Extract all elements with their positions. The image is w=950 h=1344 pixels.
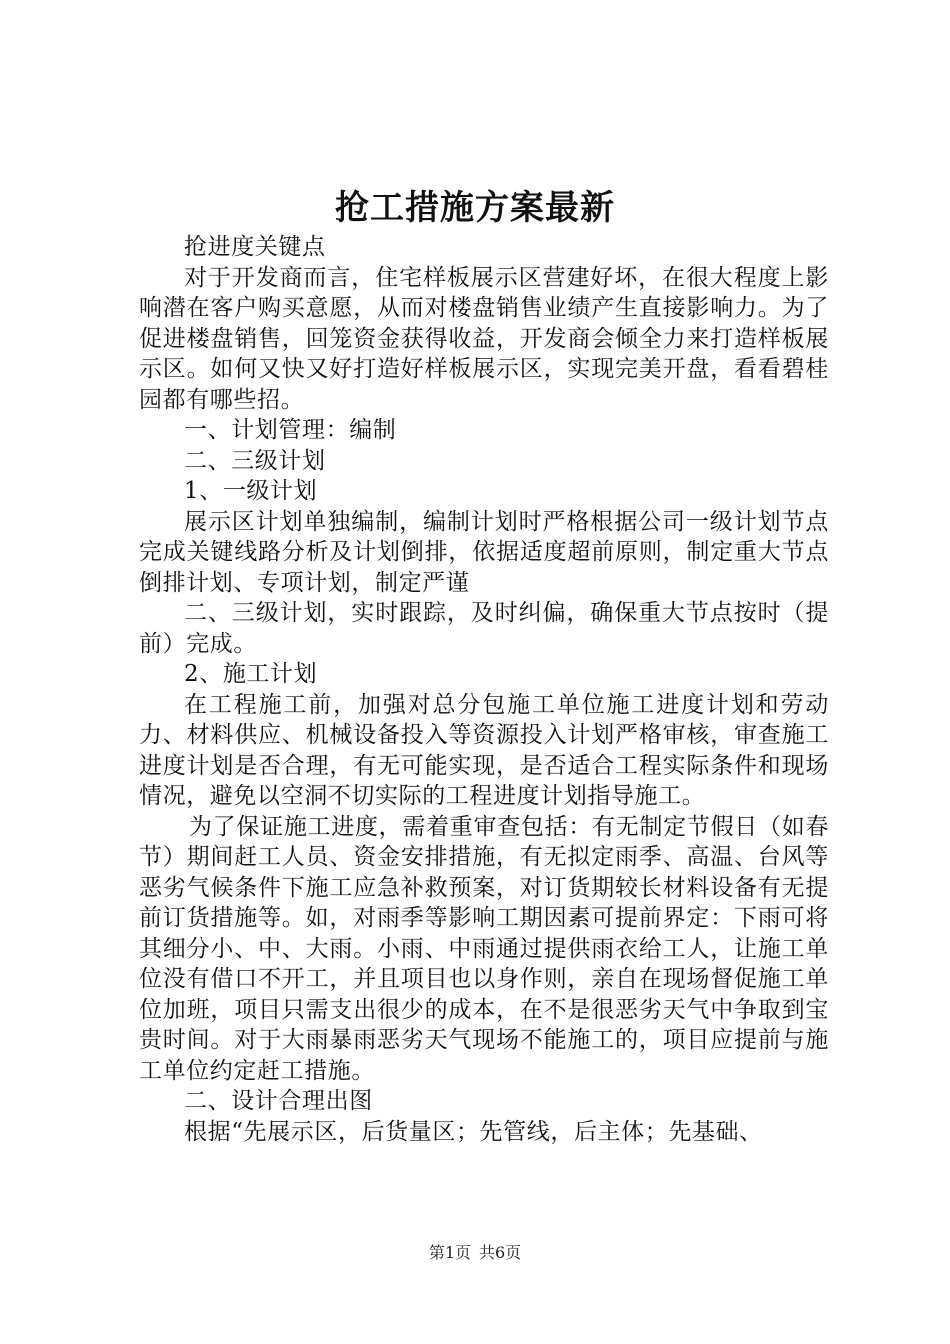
paragraph: 在工程施工前，加强对总分包施工单位施工进度计划和劳动力、材料供应、机械设备投入等资源投入计划严格审核，审查施工进度计划是否合理，有无可能实现，是否适合工程实际条件和现场情况，避免以空洞不切实际的工程进度计划指导施工。 — [139, 691, 829, 809]
section-heading: 一、计划管理：编制 — [184, 417, 397, 443]
paragraph: 根据“先展示区，后货量区；先管线，后主体；先基础、 — [184, 1118, 763, 1145]
paragraph: 为了保证施工进度，需着重审查包括：有无制定节假日（如春节）期间赶工人员、资金安排措施，有无拟定雨季、高温、台风等恶劣气候条件下施工应急补救预案，对订货期较长材料设备有无提前订货措施等。如，对雨季等影响工期因素可提前界定：下雨可将其细分小、中、大雨。小雨、中雨通过提供雨衣给工人，让施工单位没有借口不开工，并且项目也以身作则，亲自在现场督促施工单位加班，项目只需支出很少的成本，在不是很恶劣天气中争取到宝贵时间。对于大雨暴雨恶劣天气现场不能施工的，项目应提前与施工单位约定赶工措施。 — [139, 813, 829, 1084]
section-heading: 二、三级计划 — [184, 447, 326, 474]
document-title: 抢工措施方案最新 — [335, 188, 615, 228]
page-total: 共6页 — [479, 1243, 522, 1262]
paragraph: 二、三级计划，实时跟踪，及时纠偏，确保重大节点按时（提前）完成。 — [139, 600, 829, 657]
subsection-heading: 1、一级计划 — [184, 478, 318, 504]
document-body — [139, 232, 829, 1147]
paragraph: 展示区计划单独编制，编制计划时严格根据公司一级计划节点完成关键线路分析及计划倒排，依据适度超前原则，制定重大节点倒排计划、专项计划，制定严谨 — [139, 508, 829, 596]
paragraph: 对于开发商而言，住宅样板展示区营建好坏，在很大程度上影响潜在客户购买意愿，从而对楼盘销售业绩产生直接影响力。为了促进楼盘销售，回笼资金获得收益，开发商会倾全力来打造样板展示区。如何又快又好打造好样板展示区，实现完美开盘，看看碧桂园都有哪些招。 — [139, 264, 829, 413]
subsection-heading: 2、施工计划 — [184, 661, 318, 687]
paragraph: 抢进度关键点 — [184, 234, 326, 260]
page-number: 第1页 — [428, 1243, 471, 1262]
section-heading: 二、设计合理出图 — [184, 1088, 373, 1114]
page-footer — [0, 1242, 950, 1264]
